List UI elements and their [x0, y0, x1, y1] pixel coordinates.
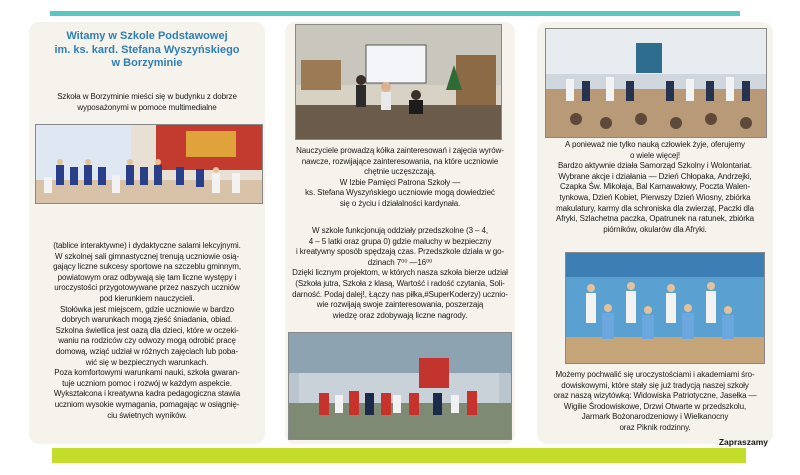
photo-sports-team: [565, 252, 765, 364]
welcome-title: [39, 30, 255, 71]
photo-classroom: [295, 24, 502, 140]
sports-team-photo-icon: [566, 253, 764, 363]
traditions-text: Możemy pochwalić się uroczystościami i akademiami śro- dowiskowymi, które stały się już tradycją naszej szkoły oraz naszą wizytówką: Widowiska Patriotyczne, Jasełka — Wigilie Środowiskowe, Drzwi Otwarte w przedszkolu, Jarmark Bożonarodzeniowy i Wielkanocny oraz Piknik rodzinny.: [553, 370, 757, 432]
activities-text: Nauczyciele prowadzą kółka zainteresowań i zajęcia wyrów- nawcze, rozwijające zainteresowania, na które uczniowie chętnie uczęszczają. W Izbie Pamięci Patrona Szkoły — ks. Stefana Wyszyńskiego uczniowie mogą dowiedzieć się o życiu i działalności kardynała.: [296, 146, 504, 208]
photo-christmas-play: [545, 28, 767, 138]
classroom-photo-icon: [296, 25, 501, 139]
column-middle: [285, 22, 515, 444]
column-right: [537, 22, 773, 444]
bottom-accent-bar: [52, 448, 746, 463]
self-government-text: A ponieważ nie tylko nauką człowiek żyje, oferujemy o wiele więcej! Bardzo aktywnie działa Samorząd Szkolny i Wolontariat. Wybrane akcje i działania — Dzień Chłopaka, Andrzejki, Czapka Św. Mikołaja, Bal Karnawałowy, Poczta Walen- tynkowa, Dzień Kobiet, Pierwszy Dzień Wiosny, zbiórka makulatury, karmy dla schroniska dla zwierząt, Paczki dla Afryki, Szlachetna paczka, Opatrunek na ratunek, zbiórka piórników, okularów dla Afryki.: [555, 140, 755, 234]
column-left: [29, 22, 265, 444]
closing-invitation: Zapraszamy: [718, 437, 768, 447]
photo-school-performance: [35, 124, 263, 204]
title-line: im. ks. kard. Stefana Wyszyńskiego: [54, 43, 240, 56]
preschool-projects-text: W szkole funkcjonują oddziały przedszkolne (3 – 4, 4 – 5 latki oraz grupa 0) gdzie maluchy w bezpieczny i kreatywny sposób spędzają czas. Przedszkole działa w go- dzinach 7⁰⁰ —16⁰⁰ Dzięki licznym projektom, w których nasza szkoła bierze udział (Szkoła jutra, Szkoła z klasą, Wartość i radość czytania, Soli- darność. Podaj dalej!, Łączy nas piłka,#SuperKoderzy) ucznio- wie rozwijają swoje zainteresowania, poszerzają wiedzę oraz zdobywają liczne nagrody.: [292, 226, 508, 320]
school-description: (tablice interaktywne) i dydaktyczne salami lekcyjnymi. W szkolnej sali gimnastycznej trenują uczniowie osią- gający liczne sukcesy sportowe na szczeblu gminnym, powiatowym oraz odbywają się tam liczne występy i uroczystości przygotowywane przez naszych uczniów pod kierunkiem nauczycieli. Stołówka jest miejscem, gdzie uczniowie w bardzo dobrych warunkach mogą zjeść śniadania, obiad. Szkolna świetlica jest oazą dla dzieci, które w oczeki- waniu na rodziców czy odwozy mogą odrobić pracę domową, wziąć udział w różnych zajęciach lub poba- wić się w bezpiecznych warunkach. Poza komfortowymi warunkami nauki, szkoła gwaran- tuje uczniom pomoc i rozwój w każdym aspekcie. Wykształcona i kreatywna kadra pedagogiczna stawia uczniom wysokie wymagania, pomagając w osiągnię- ciu świetnych wyników.: [53, 241, 241, 420]
christmas-play-photo-icon: [546, 29, 766, 137]
top-accent-bar: [50, 11, 740, 16]
title-line: w Borzyminie: [111, 57, 183, 69]
stage-group-photo-icon: [36, 125, 262, 203]
folk-dance-photo-icon: [289, 333, 511, 439]
title-line: Witamy w Szkole Podstawowej: [66, 30, 228, 42]
intro-text: Szkoła w Borzyminie mieści się w budynku z dobrze wyposażonymi w pomoce multimedialne: [57, 92, 237, 112]
photo-folk-dance: [288, 332, 512, 440]
